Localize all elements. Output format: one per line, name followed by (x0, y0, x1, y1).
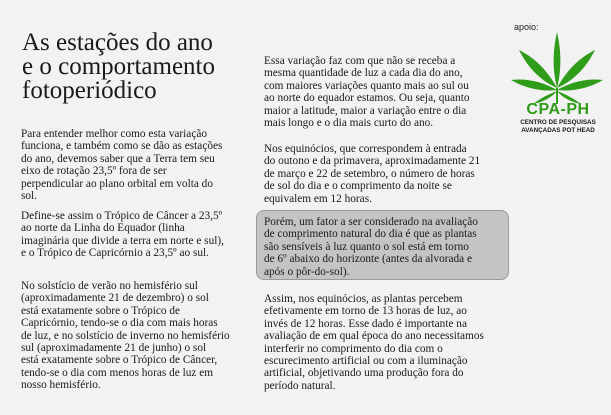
intro-paragraph: Para entender melhor como esta variação funciona, e também como se dão as estações do ano, devemos saber que a Terra tem seu eixo de rotação 23,5º fora de ser perpendicular ao plano orbital em volta do sol. (21, 128, 223, 203)
solstice-paragraph: No solstício de verão no hemisfério sul (aproximadamente 21 de dezembro) o sol está exatamente sobre o Trópico de Capricórnio, tendo-se o dia com mais horas de luz, e no solstício de inverno no hemisfério sul (aproximadamente 21 de junho) o sol está exatamente sobre o Trópico de Câncer, tendo-se o dia com menos horas de luz em nosso hemisfério. (21, 280, 230, 392)
cannabis-leaf-icon (509, 30, 605, 108)
conclusion-paragraph: Assim, nos equinócios, as plantas percebem efetivamente em torno de 13 horas de luz, ao invés de 12 horas. Esse dado é importante na avaliação de em qual época do ano necessitamos interferir no comprimento do dia com o escurecimento artificial ou com a iluminação artificial, objetivando uma produção fora do período natural. (264, 293, 484, 392)
sponsor-label: apoio: (514, 22, 539, 32)
page-title: As estações do ano e o comportamento fotoperiódico (22, 29, 215, 104)
highlight-paragraph: Porém, um fator a ser considerado na avaliação de comprimento natural do dia é que as plantas são sensíveis à luz quanto o sol está em torno de 6º abaixo do horizonte (antes da alvorada e após o pôr-do-sol). (264, 216, 478, 278)
variation-paragraph: Essa variação faz com que não se receba a mesma quantidade de luz a cada dia do ano, com maiores variações quanto mais ao sul ou ao norte do equador estamos. Ou seja, quanto maior a latitude, maior a variação entre o dia mais longo e o dia mais curto do ano. (264, 55, 470, 130)
equinox-paragraph: Nos equinócios, que correspondem à entrada do outono e da primavera, aproximadamente 21 de março e 22 de setembro, o número de horas de sol do dia e o comprimento da noite se equivalem em 12 horas. (264, 143, 481, 205)
sponsor-name: CPA-PH (526, 101, 590, 118)
tropics-paragraph: Define-se assim o Trópico de Câncer a 23,5º ao norte da Linha do Equador (linha imaginária que divide a terra em norte e sul), e o Trópico de Capricórnio a 23,5º ao sul. (21, 210, 224, 260)
sponsor-subtitle: CENTRO DE PESQUISAS AVANÇADAS POT HEAD (520, 119, 596, 134)
